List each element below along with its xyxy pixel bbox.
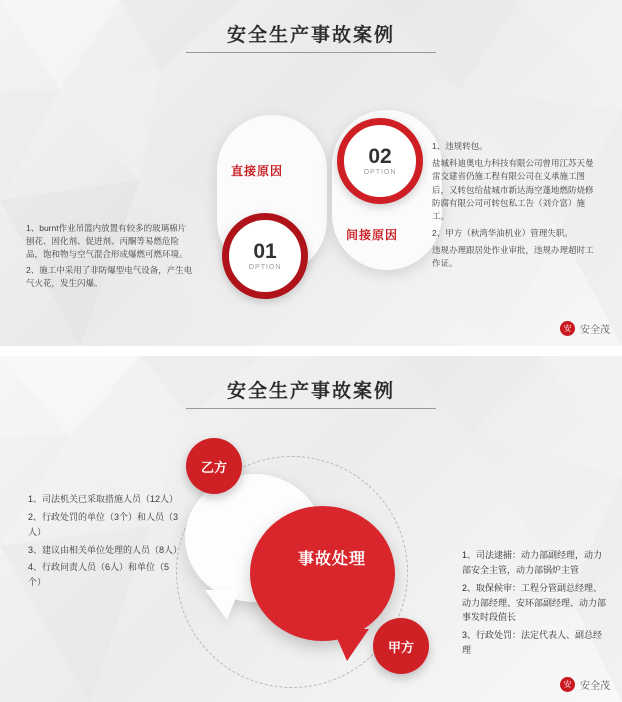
slide-safety-case-2 [0, 356, 622, 702]
label-indirect-cause: 间接原因 [346, 228, 399, 242]
penalty-detail-list [462, 548, 610, 661]
indirect-cause-line: 1、违规转包。 [432, 141, 488, 151]
list-item: 3、建议由相关单位处理的人员（8人） [28, 544, 183, 555]
badge-01-number: 01 [253, 240, 277, 263]
accident-handling-label: 事故处理 [297, 551, 366, 568]
label-direct-cause: 直接原因 [231, 164, 284, 178]
badge-option-01 [222, 213, 308, 299]
logo-mark-icon: 安 [560, 321, 575, 336]
direct-cause-text [26, 222, 194, 294]
badge-01-option-label: OPTION [248, 264, 282, 271]
list-item: 2、行政处罚的单位（3个）和人员（3人） [28, 511, 179, 537]
list-item: 2、取保候审：工程分管副总经理、动力部经理、安环部副经理、动力部事发时段值长 [462, 582, 607, 623]
watermark-logo [560, 677, 610, 692]
judicial-measures-list [28, 492, 183, 593]
list-item: 1、司法逮捕：动力部副经理，动力部安全主管，动力部锅炉主管 [462, 550, 603, 575]
badge-party-b: 乙方 [186, 438, 242, 494]
watermark-logo [560, 321, 610, 336]
indirect-cause-line: 盐城科迪奥电力科技有限公司曾用江苏天曼雷交建省仍施工程有限公司在义承施工图后，又转包给盐城市新达海空蓬地燃防烧修防腐有限公司可转包私工告（刘介富）施工。 [432, 158, 594, 221]
direct-cause-line: 2、施工中采用了非防爆型电气设备，产生电气火花，发生闪爆。 [26, 265, 193, 288]
direct-cause-line: 1、burnt作业吊篮内放置有较多的玻璃棉片刨花、固化剂、促进剂、丙酮等易燃危险品，饱和物与空气混合形成爆燃可燃环境。 [26, 223, 188, 259]
list-item: 1、司法机关已采取措施人员（12人） [28, 494, 179, 504]
indirect-cause-text [432, 140, 600, 275]
title-underline [186, 408, 436, 409]
indirect-cause-line: 2、甲方（秋湾华油机业）管理失职。 [432, 228, 573, 239]
list-item: 3、行政处罚：法定代表人、副总经理 [462, 630, 603, 656]
list-item: 4、行政问责人员（6人）和单位（5个） [28, 562, 170, 588]
logo-text: 安全茂 [580, 325, 610, 336]
logo-text: 安全茂 [580, 681, 610, 692]
page-title: 安全生产事故案例 [226, 25, 395, 46]
slide-divider [0, 346, 622, 356]
logo-mark-icon: 安 [560, 677, 575, 692]
badge-option-02 [337, 118, 423, 204]
slide-safety-case-1 [0, 0, 622, 346]
page-title: 安全生产事故案例 [226, 381, 395, 402]
badge-02-option-label: OPTION [363, 169, 397, 176]
badge-party-a: 甲方 [373, 618, 429, 674]
indirect-cause-line: 违规办理跟居处作业审批，违规办理超时工作证。 [432, 245, 594, 269]
speech-bubble-accident-handling [250, 506, 395, 641]
badge-02-number: 02 [368, 145, 392, 168]
title-underline [186, 52, 436, 53]
